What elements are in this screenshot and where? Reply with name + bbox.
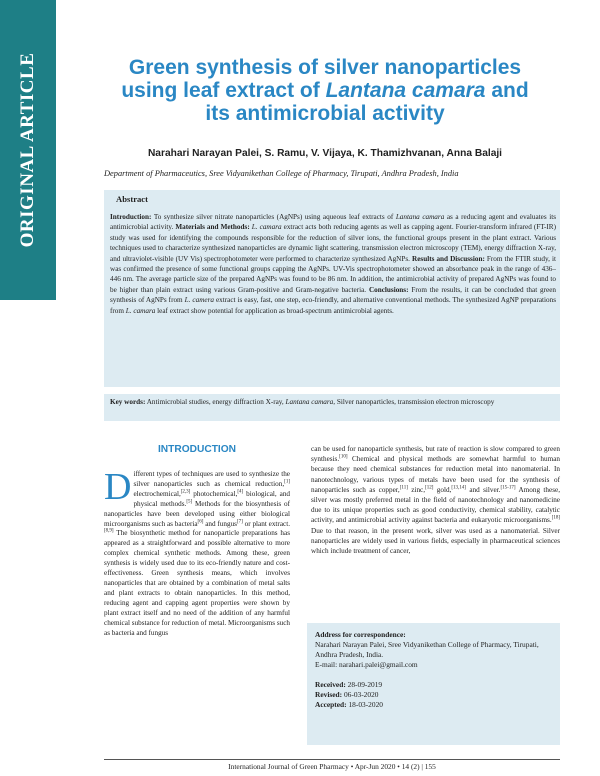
correspondence-email[interactable]: E-mail: narahari.palei@gmail.com bbox=[315, 660, 418, 669]
abstract-species-short-2: L. camara bbox=[125, 306, 156, 315]
abstract-heading: Abstract bbox=[116, 194, 148, 204]
article-dates bbox=[315, 680, 552, 710]
citation: [15-17] bbox=[500, 485, 516, 491]
intro-left-column bbox=[104, 466, 291, 638]
abstract-conclusions-label: Conclusions: bbox=[368, 285, 409, 294]
abstract-methods-label: Materials and Methods: bbox=[175, 223, 250, 232]
introduction-heading: INTRODUCTION bbox=[157, 444, 237, 455]
intro-text: zinc, bbox=[407, 485, 426, 494]
intro-text: can be used for nanoparticle synthesis, but rate of reaction is slow compared to green synthesis. bbox=[311, 445, 560, 464]
citation: [12] bbox=[425, 485, 434, 491]
title-line-3: its antimicrobial activity bbox=[205, 102, 445, 125]
citation: [11] bbox=[399, 485, 408, 491]
keywords-text-2: , Silver nanoparticles, transmission electron microscopy bbox=[333, 398, 495, 406]
article-title bbox=[90, 56, 560, 125]
footer-divider bbox=[104, 759, 560, 760]
intro-text: and fungus bbox=[203, 519, 237, 528]
intro-text: gold, bbox=[433, 485, 452, 494]
title-line-2-pre: using leaf extract of bbox=[121, 79, 326, 102]
title-species: Lantana camara bbox=[325, 79, 486, 102]
author-list: Narahari Narayan Palei, S. Ramu, V. Vijaya, K. Thamizhvanan, Anna Balaji bbox=[147, 148, 503, 159]
received-date: 28-09-2019 bbox=[347, 680, 383, 689]
abstract-results-label: Results and Discussion: bbox=[412, 254, 485, 263]
intro-text: or plant extract. bbox=[242, 519, 290, 528]
citation: [1] bbox=[284, 479, 290, 485]
received-label: Received: bbox=[315, 680, 346, 689]
abstract-conclusions-text-3: leaf extract show potential for application as broad-spectrum antimicrobial agents. bbox=[155, 306, 394, 315]
citation: [10] bbox=[339, 454, 348, 460]
correspondence-box bbox=[307, 623, 560, 745]
abstract-intro-label: Introduction: bbox=[110, 213, 152, 221]
intro-text: Chemical and physical methods are somewhat harmful to human because they need chemical substances for reduction metal into nanomaterial. In nanotechnology, various types of metals have been used for the synthesis of nanoparticles such as copper, bbox=[311, 455, 560, 494]
intro-text: Due to that reason, in the present work, silver was used as a nanomaterial. Silver nanoparticles are widely used in various fields, especially in pharmaceutical sciences which include treatment of cancer, bbox=[311, 526, 560, 556]
title-line-2-post: and bbox=[485, 79, 529, 102]
intro-text: and silver. bbox=[465, 485, 501, 494]
keywords-species: Lantana camara bbox=[285, 398, 334, 406]
abstract-intro-text: To synthesize silver nitrate nanoparticles (AgNPs) using aqueous leaf extracts of bbox=[151, 213, 396, 221]
title-line-1: Green synthesis of silver nanoparticles bbox=[128, 56, 522, 79]
intro-text: The biosynthetic method for nanoparticle preparations has appeared as a straightforward and possible alternative to more complex chemical synthetic methods. Among these, green synthesis is widely used due to its eco-friendly nature and cost-effectiveness. Green synthesis means, which involves nanoparticles that are obtained by a combination of metal salts and plant extracts to obtain nanoparticles. In this method, reducing agent and capping agent properties were shown by plant extract itself and no need of the addition of any harmful chemical substance for reduction of metal. Microorganisms such as bacteria and fungus bbox=[104, 529, 290, 637]
intro-text: Among these, silver was mostly preferred metal in the field of nanotechnology and nanomedicine due to its unique properties such as good conductivity, chemical stability, catalytic activity, and antimicrobial activity against bacteria and eukaryotic microorganisms. bbox=[311, 485, 560, 525]
intro-text: Methods for the biosynthesis of nanoparticles have been developed using either biological microorganisms such as bacteria bbox=[104, 499, 290, 528]
citation: [5] bbox=[186, 499, 193, 505]
abstract-species: Lantana camara bbox=[395, 213, 445, 221]
intro-text: photochemical, bbox=[190, 489, 238, 498]
abstract-intro-text-2: as a reducing agent and evaluates its antimicrobial activity. bbox=[110, 213, 556, 232]
abstract-species-short: L. camera bbox=[184, 296, 214, 305]
section-sidebar bbox=[0, 0, 56, 300]
citation: [7] bbox=[236, 519, 243, 525]
revised-date: 06-03-2020 bbox=[343, 690, 379, 699]
citation: [13,14] bbox=[451, 485, 466, 491]
section-label: ORIGINAL ARTICLE bbox=[17, 52, 38, 248]
affiliation: Department of Pharmaceutics, Sree Vidyanikethan College of Pharmacy, Tirupati, Andhra Pradesh, India bbox=[104, 169, 459, 178]
citation: [8,9] bbox=[104, 529, 114, 535]
citation: [6] bbox=[197, 519, 204, 525]
abstract-methods-text: extract acts both reducing agents as well as capping agent. Fourier-transform infrared (FT-IR) study was used for identifying the compounds responsible for the reduction of silver ions, the functional groups present in the plant extract. Various techniques used to characterize synthesized nanoparticles are dynamic light scattering, transmission electron microscopy (TEM), energy diffraction X-ray, and ultraviolet-visible (UV Vis) spectrophotometer were performed to characterize synthesized AgNPs. bbox=[110, 223, 556, 263]
keywords-text: Antimicrobial studies, energy diffraction X-ray, bbox=[145, 398, 286, 406]
page-footer: International Journal of Green Pharmacy • Apr-Jun 2020 • 14 (2) | 155 bbox=[228, 762, 436, 771]
accepted-label: Accepted: bbox=[315, 700, 347, 709]
intro-text: electrochemical, bbox=[133, 489, 181, 498]
intro-right-column bbox=[311, 444, 560, 556]
correspondence-address: Narahari Narayan Palei, Sree Vidyanikethan College of Pharmacy, Tirupati, Andhra Pradesh, India. bbox=[315, 640, 539, 659]
citation: [18] bbox=[551, 516, 560, 522]
abstract-conclusions-text: From the results, it can be concluded that green synthesis of AgNPs from bbox=[110, 285, 556, 305]
intro-text: ifferent types of techniques are used to synthesize the silver nanoparticles such as chemical reduction, bbox=[133, 470, 290, 488]
abstract-methods-species: L. camara bbox=[249, 223, 282, 232]
revised-label: Revised: bbox=[315, 690, 343, 699]
accepted-date: 18-03-2020 bbox=[348, 700, 383, 709]
abstract-results-text: From the FTIR study, it was confirmed the presence of some functional groups capping the AgNPs. UV-Vis spectrophotometer showed an absorbance peak in the range of 436–446 nm. The average particle size of the prepared AgNPs was found to be 86 nm. In addition, the antimicrobial activity of prepared AgNPs was found to be higher than plain extract using various Gram-positive and Gram-negative bacteria. bbox=[110, 254, 556, 294]
keywords-box bbox=[104, 394, 560, 421]
abstract-conclusions-text-2: extract is easy, fast, one step, eco-friendly, and alternative conventional methods. The synthesized AgNP preparations from bbox=[110, 296, 556, 315]
citation: [2,3] bbox=[180, 489, 191, 495]
keywords-label: Key words: bbox=[110, 398, 146, 406]
abstract-text bbox=[104, 212, 560, 316]
intro-text: biological, and physical methods. bbox=[133, 489, 291, 508]
drop-cap: D bbox=[104, 466, 132, 508]
citation: [4] bbox=[237, 489, 244, 495]
correspondence-heading: Address for correspondence: bbox=[315, 630, 406, 639]
